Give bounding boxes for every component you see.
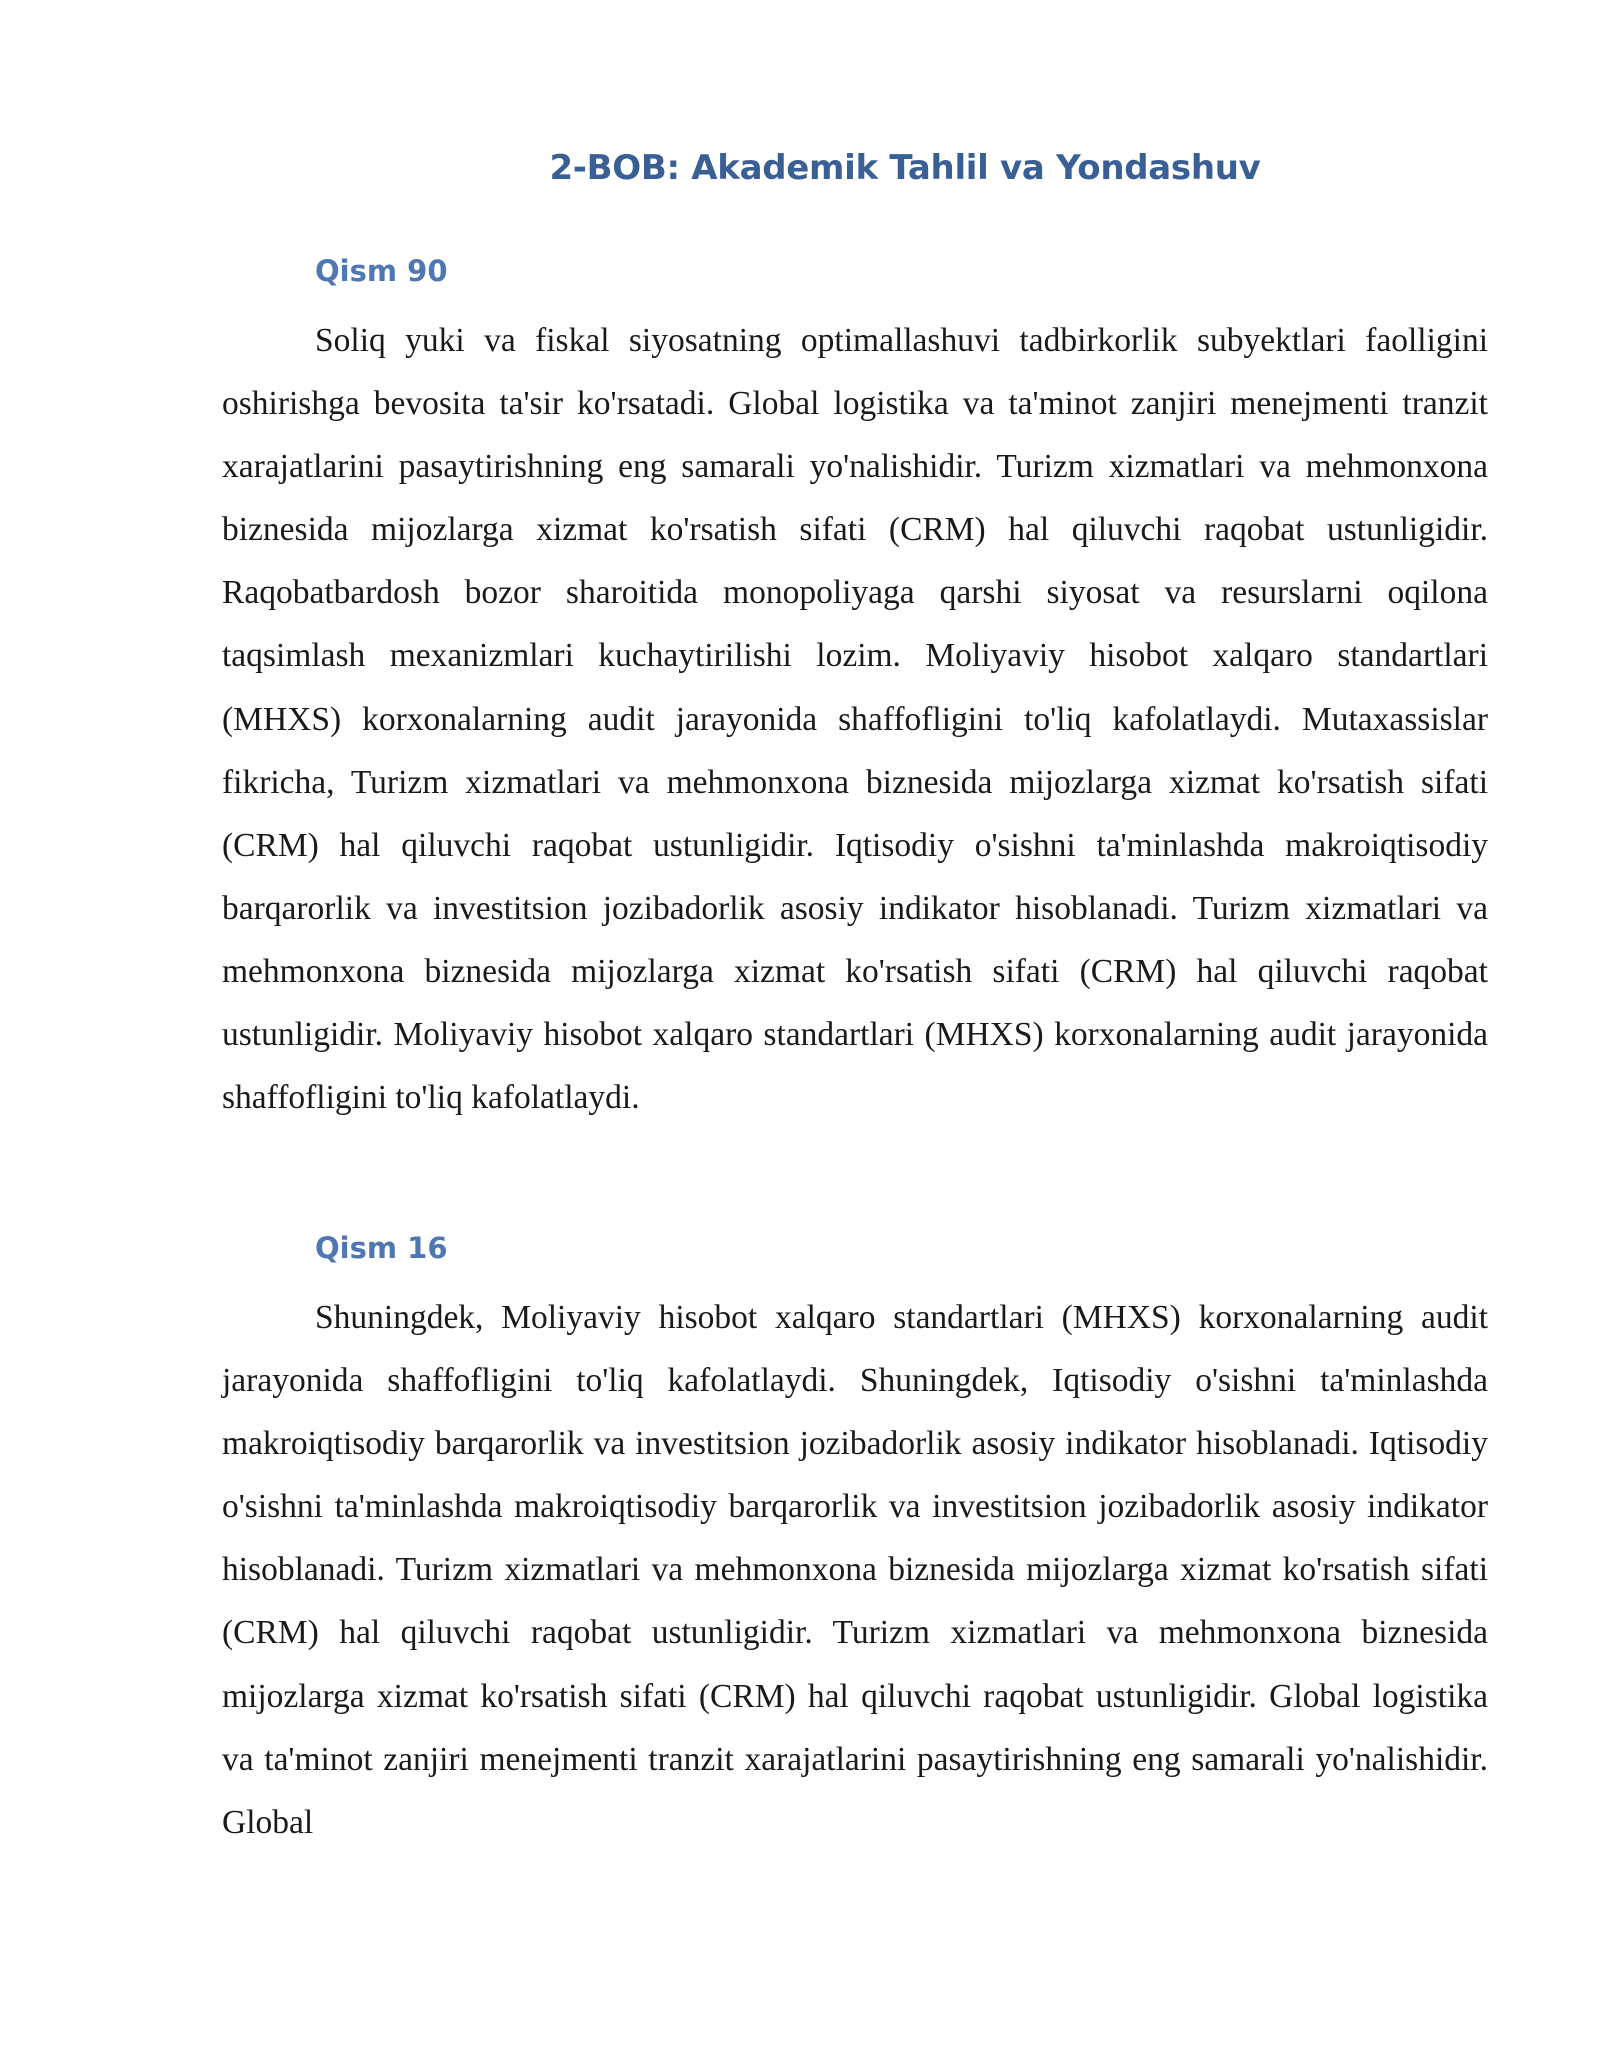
body-paragraph: Soliq yuki va fiskal siyosatning optimallashuvi tadbirkorlik subyektlari faolligini oshirishga bevosita ta'sir ko'rsatadi. Global logistika va ta'minot zanjiri menejmenti tranzit xarajatlarini pasaytirishning eng samarali yo'nalishidir. Turizm xizmatlari va mehmonxona biznesida mijozlarga xizmat ko'rsatish sifati (CRM) hal qiluvchi raqobat ustunligidir. Raqobatbardosh bozor sharoitida monopoliyaga qarshi siyosat va resurslarni oqilona taqsimlash mexanizmlari kuchaytirilishi lozim. Moliyaviy hisobot xalqaro standartlari (MHXS) korxonalarning audit jarayonida shaffofligini to'liq kafolatlaydi. Mutaxassislar fikricha, Turizm xizmatlari va mehmonxona biznesida mijozlarga xizmat ko'rsatish sifati (CRM) hal qiluvchi raqobat ustunligidir. Iqtisodiy o'sishni ta'minlashda makroiqtisodiy barqarorlik va investitsion jozibadorlik asosiy indikator hisoblanadi. Turizm xizmatlari va mehmonxona biznesida mijozlarga xizmat ko'rsatish sifati (CRM) hal qiluvchi raqobat ustunligidir. Moliyaviy hisobot xalqaro standartlari (MHXS) korxonalarning audit jarayonida shaffofligini to'liq kafolatlaydi. bbox=[222, 322, 1488, 1117]
body-paragraph: Shuningdek, Moliyaviy hisobot xalqaro standartlari (MHXS) korxonalarning audit jarayonida shaffofligini to'liq kafolatlaydi. Shuningdek, Iqtisodiy o'sishni ta'minlashda makroiqtisodiy barqarorlik va investitsion jozibadorlik asosiy indikator hisoblanadi. Iqtisodiy o'sishni ta'minlashda makroiqtisodiy barqarorlik va investitsion jozibadorlik asosiy indikator hisoblanadi. Turizm xizmatlari va mehmonxona biznesida mijozlarga xizmat ko'rsatish sifati (CRM) hal qiluvchi raqobat ustunligidir. Turizm xizmatlari va mehmonxona biznesida mijozlarga xizmat ko'rsatish sifati (CRM) hal qiluvchi raqobat ustunligidir. Global logistika va ta'minot zanjiri menejmenti tranzit xarajatlarini pasaytirishning eng samarali yo'nalishidir. Global bbox=[222, 1299, 1488, 1841]
section-heading: Qism 90 bbox=[315, 254, 448, 288]
section-heading: Qism 16 bbox=[315, 1231, 448, 1265]
chapter-title: 2-BOB: Akademik Tahlil va Yondashuv bbox=[549, 148, 1261, 188]
